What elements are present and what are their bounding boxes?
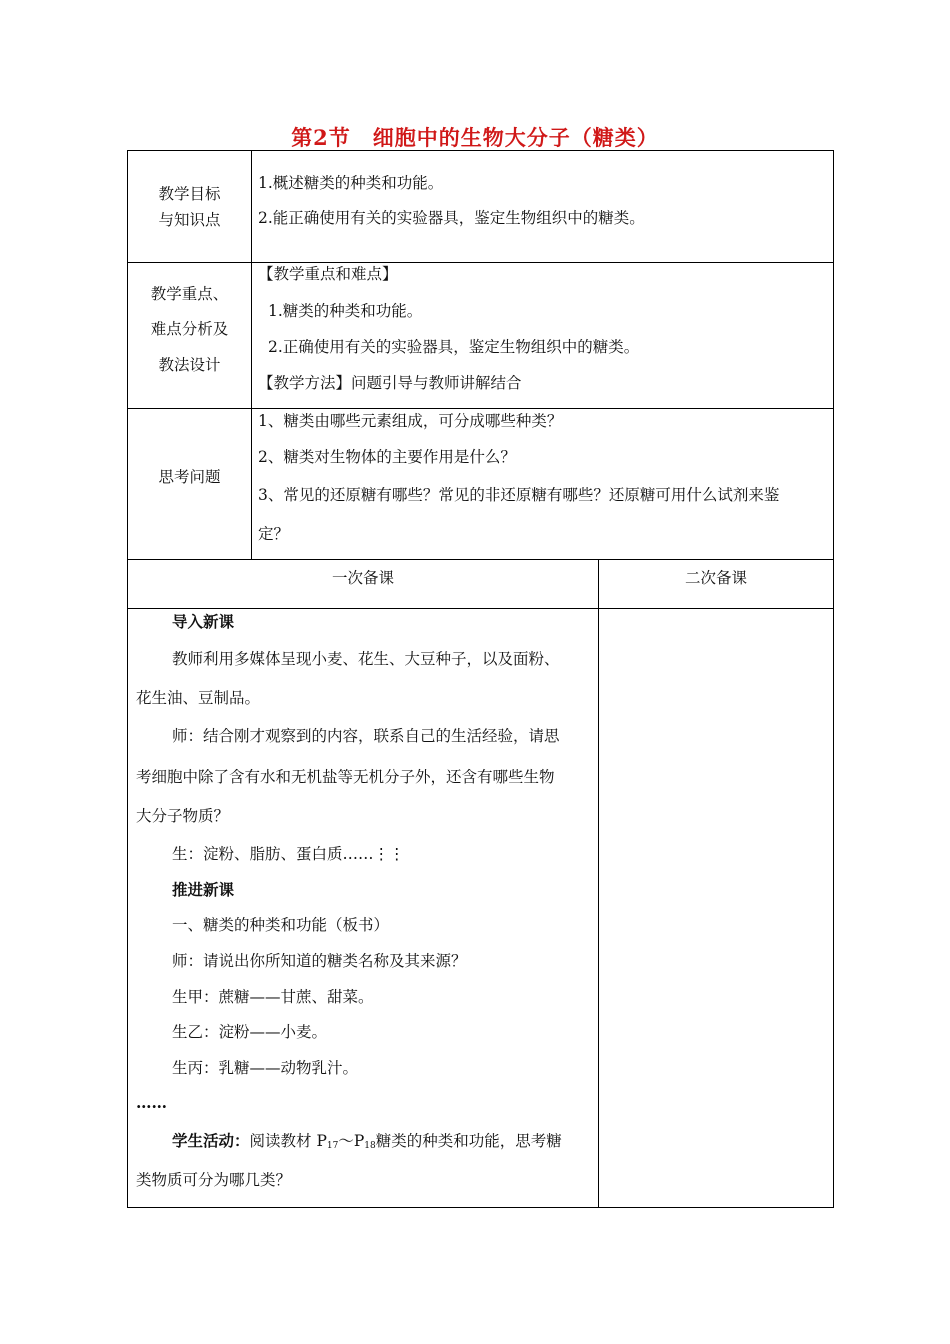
paragraph: 生：淀粉、脂肪、蛋白质……⋮⋮ — [172, 845, 405, 863]
paragraph: 类物质可分为哪几类？ — [136, 1171, 292, 1189]
activity-line: 学生活动：阅读教材 $P_{17}\sim P_{18}$糖类的种类和功能，思考糖 — [172, 1131, 562, 1151]
advance-heading: 推进新课 — [172, 880, 235, 899]
questions-label: 思考问题 — [158, 468, 221, 486]
second-prep-header: 二次备课 — [684, 569, 747, 587]
list-item: 2.正确使用有关的实验器具，鉴定生物组织中的糖类。 — [268, 338, 640, 356]
ellipsis: …… — [136, 1093, 167, 1112]
list-item: 2、糖类对生物体的主要作用是什么？ — [258, 448, 516, 466]
list-item: 1.概述糖类的种类和功能。 — [258, 174, 444, 192]
section-heading: 【教学重点和难点】 — [258, 265, 398, 283]
list-item: 1.糖类的种类和功能。 — [268, 302, 423, 320]
first-prep-header: 一次备课 — [331, 569, 394, 587]
paragraph: 生甲：蔗糖——甘蔗、甜菜。 — [172, 988, 374, 1006]
paragraph: 一、糖类的种类和功能（板书） — [172, 916, 390, 934]
intro-heading: 导入新课 — [172, 612, 235, 631]
list-item: 2.能正确使用有关的实验器具，鉴定生物组织中的糖类。 — [258, 209, 645, 227]
list-item-continuation: 定？ — [258, 525, 290, 543]
paragraph: 师：结合刚才观察到的内容，联系自己的生活经验，请思 — [172, 727, 560, 745]
paragraph: 教师利用多媒体呈现小麦、花生、大豆种子，以及面粉、 — [172, 650, 560, 668]
paragraph: 大分子物质？ — [136, 807, 230, 825]
paragraph: 师：请说出你所知道的糖类名称及其来源？ — [172, 952, 467, 970]
paragraph: 生丙：乳糖——动物乳汁。 — [172, 1059, 359, 1077]
paragraph: 生乙：淀粉——小麦。 — [172, 1023, 328, 1041]
list-item: 3、常见的还原糖有哪些？常见的非还原糖有哪些？还原糖可用什么试剂来鉴 — [258, 486, 780, 504]
method-line: 【教学方法】问题引导与教师讲解结合 — [258, 374, 522, 392]
list-item: 1、糖类由哪些元素组成，可分成哪些种类？ — [258, 412, 563, 430]
paragraph: 花生油、豆制品。 — [136, 689, 261, 707]
paragraph: 考细胞中除了含有水和无机盐等无机分子外，还含有哪些生物 — [136, 768, 555, 786]
page-title: 第2节 细胞中的生物大分子（糖类） — [291, 125, 659, 150]
